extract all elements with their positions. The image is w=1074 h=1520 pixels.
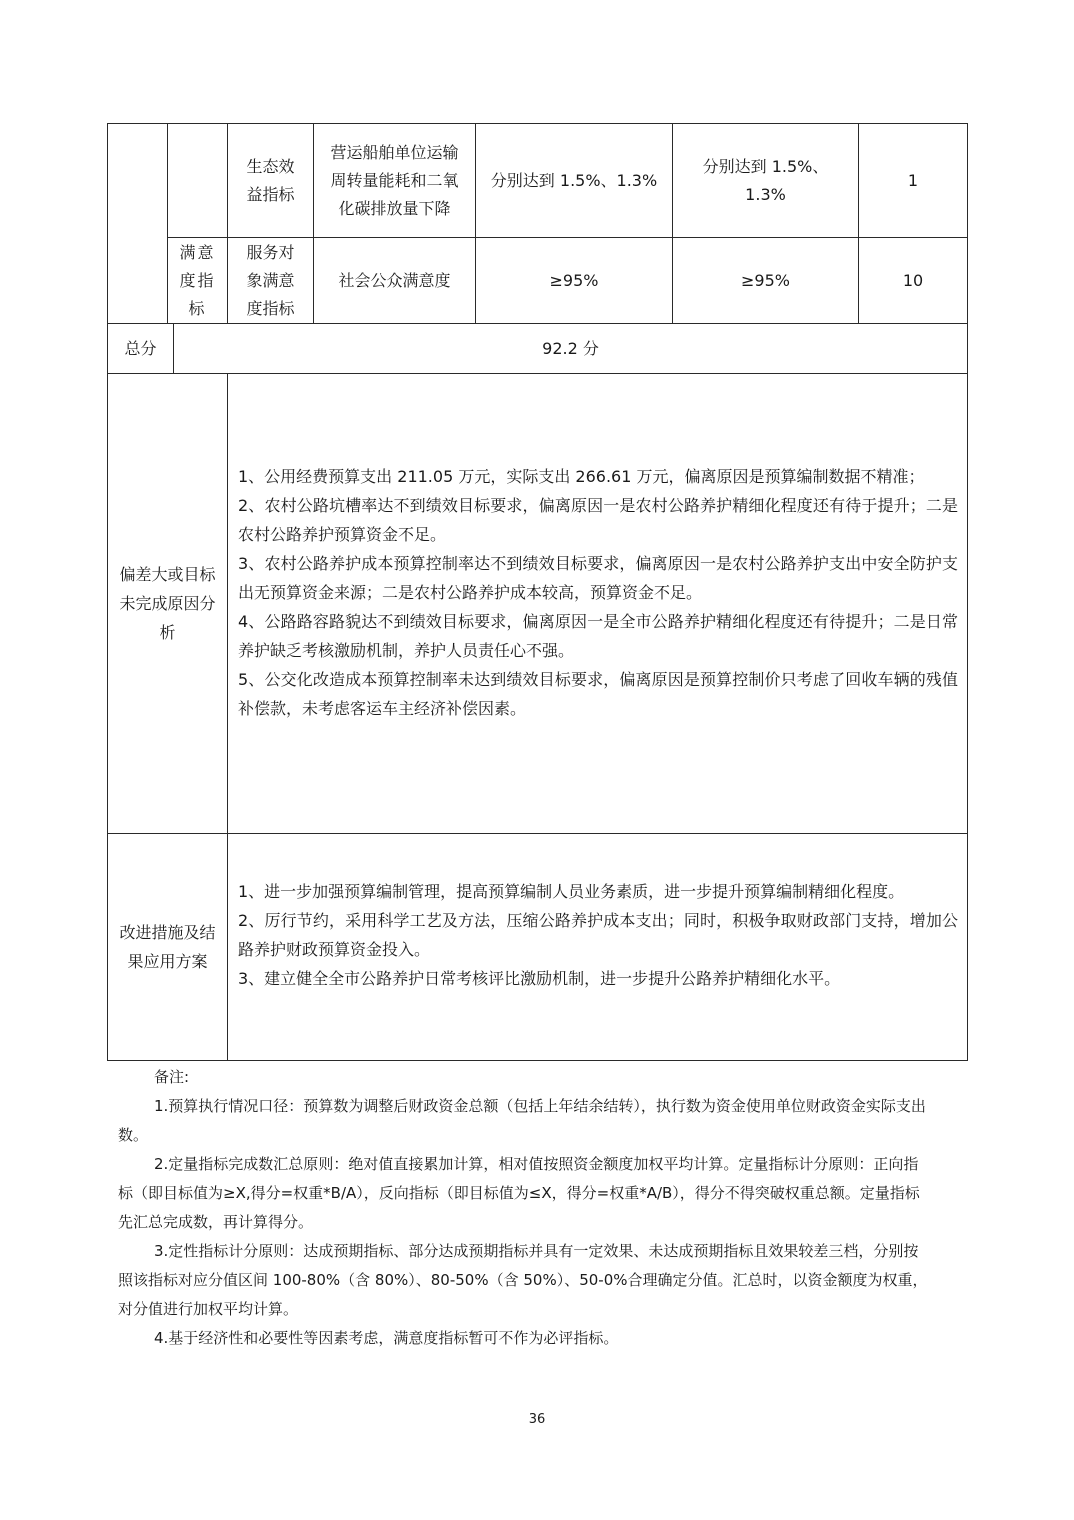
eco-subcategory: 生态效益指标	[246, 156, 295, 204]
improvement-item: 2、厉行节约，采用科学工艺及方法，压缩公路养护成本支出；同时，积极争取财政部门支持，增加公路养护财政预算资金投入。	[238, 911, 958, 959]
improvement-item: 3、建立健全全市公路养护日常考核评比激励机制，进一步提升公路养护精细化水平。	[238, 969, 841, 988]
note-item: 1.预算执行情况口径：预算数为调整后财政资金总额（包括上年结余结转），执行数为资金使用单位财政资金实际支出数。	[118, 1097, 926, 1144]
satisfaction-target: ≥95%	[549, 270, 599, 290]
satisfaction-indicator: 社会公众满意度	[338, 270, 451, 290]
deviation-item: 3、农村公路养护成本预算控制率达不到绩效目标要求，偏离原因一是农村公路养护支出中安全防护支出无预算资金来源；二是农村公路养护成本较高，预算资金不足。	[238, 554, 958, 602]
deviation-label-cell	[108, 374, 227, 833]
notes-section	[118, 1063, 928, 1353]
deviation-text	[238, 462, 958, 723]
eco-actual-cell	[673, 124, 858, 237]
eco-indicator: 营运船舶单位运输周转量能耗和二氧化碳排放量下降	[330, 142, 459, 218]
improvement-text	[238, 877, 958, 993]
improvement-item: 1、进一步加强预算编制管理，提高预算编制人员业务素质，进一步提升预算编制精细化程度。	[238, 882, 905, 901]
total-label-cell	[108, 324, 173, 373]
deviation-item: 1、公用经费预算支出 211.05 万元，实际支出 266.61 万元，偏离原因是预算编制数据不精准；	[238, 467, 925, 486]
eco-target: 分别达到 1.5%、1.3%	[490, 170, 658, 190]
improvement-label-cell	[108, 834, 227, 1060]
satisfaction-subcategory: 服务对象满意度指标	[246, 242, 295, 318]
eco-subcategory-cell	[228, 124, 313, 237]
eco-target-cell	[476, 124, 672, 237]
total-label: 总分	[124, 338, 157, 358]
total-value: 92.2 分	[542, 338, 599, 358]
satisfaction-score: 10	[902, 270, 924, 290]
satisfaction-subcategory-cell	[228, 238, 313, 323]
satisfaction-category: 满意度指标	[179, 242, 216, 318]
satisfaction-indicator-cell	[314, 238, 475, 323]
page-number: 36	[528, 1412, 546, 1427]
note-item: 2.定量指标完成数汇总原则：绝对值直接累加计算，相对值按照资金额度加权平均计算。定量指标计分原则：正向指标（即目标值为≥X,得分=权重*B/A），反向指标（即目标值为≤X，得分=权重*A/B），得分不得突破权重总额。定量指标先汇总完成数，再计算得分。	[118, 1155, 920, 1231]
eco-indicator-cell	[314, 124, 475, 237]
total-value-cell	[174, 324, 967, 373]
satisfaction-category-cell	[168, 238, 227, 323]
deviation-item: 4、公路路容路貌达不到绩效目标要求，偏离原因一是全市公路养护精细化程度还有待提升；二是日常养护缺乏考核激励机制，养护人员责任心不强。	[238, 612, 958, 660]
satisfaction-target-cell	[476, 238, 672, 323]
satisfaction-actual: ≥95%	[741, 270, 790, 290]
deviation-item: 5、公交化改造成本预算控制率未达到绩效目标要求，偏离原因是预算控制价只考虑了回收车辆的残值补偿款，未考虑客运车主经济补偿因素。	[238, 670, 958, 718]
deviation-label: 偏差大或目标未完成原因分析	[119, 565, 216, 642]
notes-title: 备注:	[154, 1068, 190, 1086]
eco-score-cell	[859, 124, 967, 237]
improvement-label: 改进措施及结果应用方案	[119, 923, 216, 971]
satisfaction-score-cell	[859, 238, 967, 323]
eco-score: 1	[907, 170, 919, 190]
deviation-item: 2、农村公路坑槽率达不到绩效目标要求，偏离原因一是农村公路养护精细化程度还有待于提升；二是农村公路养护预算资金不足。	[238, 496, 958, 544]
eco-actual: 分别达到 1.5%、1.3%	[702, 156, 829, 204]
satisfaction-actual-cell	[673, 238, 858, 323]
note-item: 3.定性指标计分原则：达成预期指标、部分达成预期指标并具有一定效果、未达成预期指标且效果较差三档，分别按照该指标对应分值区间 100-80%（含 80%）、80-50%（含 50%）、50-0%合理确定分值。汇总时，以资金额度为权重，对分值进行加权平均计算。	[118, 1242, 928, 1318]
note-item: 4.基于经济性和必要性等因素考虑，满意度指标暂可不作为必评指标。	[154, 1329, 619, 1347]
